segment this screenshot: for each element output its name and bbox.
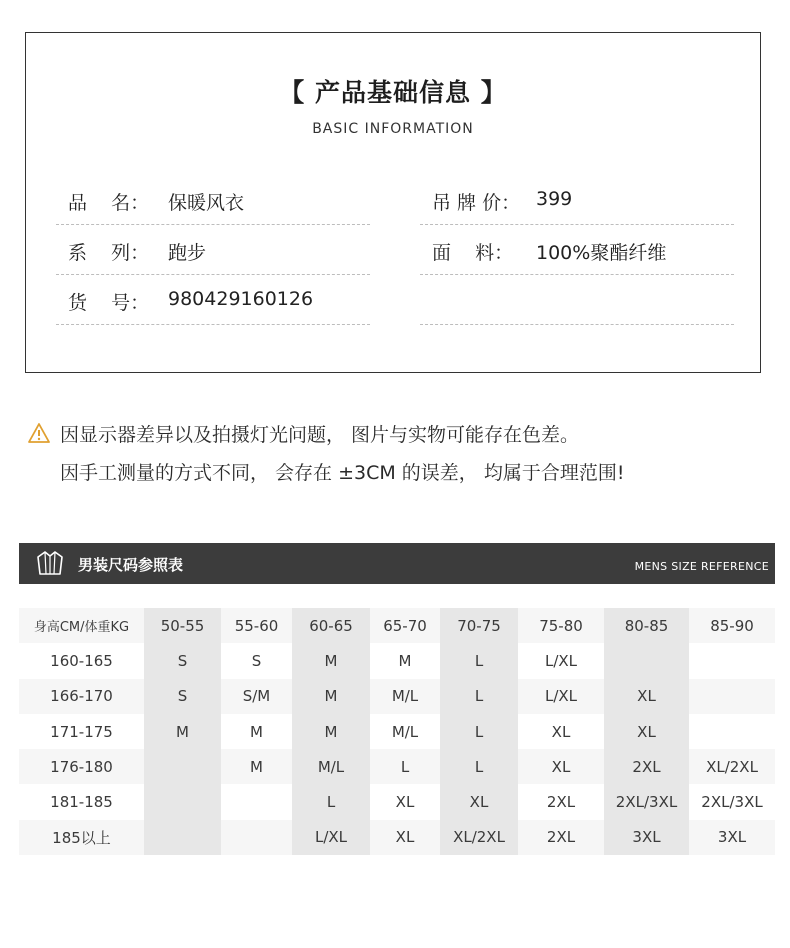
info-row-empty bbox=[420, 276, 734, 325]
weight-header: 55-60 bbox=[221, 608, 292, 643]
info-row-series bbox=[56, 226, 370, 275]
table-row bbox=[19, 749, 775, 784]
jacket-icon bbox=[36, 550, 64, 576]
size-cell: M/L bbox=[370, 679, 440, 714]
height-label: 166-170 bbox=[19, 679, 144, 714]
size-cell: L bbox=[292, 784, 370, 819]
info-title: 【 产品基础信息 】 bbox=[279, 78, 507, 107]
height-label: 181-185 bbox=[19, 784, 144, 819]
size-chart-subtitle: MENS SIZE REFERENCE bbox=[634, 560, 769, 573]
info-subtitle: BASIC INFORMATION bbox=[312, 121, 474, 137]
height-label: 185以上 bbox=[19, 820, 144, 855]
size-cell: L/XL bbox=[518, 643, 604, 678]
size-cell: M bbox=[144, 714, 221, 749]
table-corner-label: 身高CM/体重KG bbox=[19, 608, 144, 643]
size-cell: 2XL/3XL bbox=[689, 784, 775, 819]
info-label: 货 号： bbox=[68, 292, 150, 314]
size-chart-title: 男装尺码参照表 bbox=[78, 556, 184, 574]
size-cell bbox=[144, 749, 221, 784]
size-cell: M/L bbox=[370, 714, 440, 749]
table-header-row bbox=[19, 608, 775, 643]
size-cell: XL bbox=[604, 679, 689, 714]
info-label: 面 料： bbox=[432, 242, 514, 264]
weight-header: 50-55 bbox=[144, 608, 221, 643]
size-cell: XL bbox=[370, 820, 440, 855]
size-cell: 2XL bbox=[604, 749, 689, 784]
info-row-name bbox=[56, 176, 370, 225]
size-cell bbox=[144, 820, 221, 855]
info-value: 保暖风衣 bbox=[168, 192, 245, 214]
size-cell: L bbox=[440, 714, 518, 749]
height-label: 171-175 bbox=[19, 714, 144, 749]
size-cell: XL bbox=[518, 714, 604, 749]
size-cell: L bbox=[370, 749, 440, 784]
weight-header: 60-65 bbox=[292, 608, 370, 643]
size-table bbox=[19, 608, 775, 855]
warning-icon bbox=[28, 423, 50, 443]
weight-header: 65-70 bbox=[370, 608, 440, 643]
size-cell: S bbox=[144, 643, 221, 678]
size-cell bbox=[144, 784, 221, 819]
size-cell: S bbox=[144, 679, 221, 714]
table-row bbox=[19, 643, 775, 678]
info-row-sku bbox=[56, 276, 370, 325]
table-row bbox=[19, 820, 775, 855]
size-cell: M bbox=[292, 643, 370, 678]
size-cell: XL bbox=[370, 784, 440, 819]
size-cell: S bbox=[221, 643, 292, 678]
table-row bbox=[19, 784, 775, 819]
size-cell: XL/2XL bbox=[440, 820, 518, 855]
size-cell: 3XL bbox=[689, 820, 775, 855]
size-cell: 3XL bbox=[604, 820, 689, 855]
size-cell: XL/2XL bbox=[689, 749, 775, 784]
info-row-price bbox=[420, 176, 734, 225]
notice-line-1: 因显示器差异以及拍摄灯光问题， 图片与实物可能存在色差。 bbox=[60, 424, 580, 446]
size-cell: XL bbox=[440, 784, 518, 819]
size-cell: M bbox=[292, 679, 370, 714]
size-cell: 2XL/3XL bbox=[604, 784, 689, 819]
table-row bbox=[19, 679, 775, 714]
info-label: 系 列： bbox=[68, 242, 150, 264]
info-value: 100%聚酯纤维 bbox=[536, 242, 667, 264]
size-cell bbox=[221, 784, 292, 819]
size-cell bbox=[221, 820, 292, 855]
size-cell bbox=[689, 643, 775, 678]
size-cell: L/XL bbox=[292, 820, 370, 855]
weight-header: 75-80 bbox=[518, 608, 604, 643]
size-cell: XL bbox=[604, 714, 689, 749]
size-cell: L bbox=[440, 749, 518, 784]
size-cell: M bbox=[221, 749, 292, 784]
size-cell bbox=[689, 714, 775, 749]
product-info-panel bbox=[25, 32, 761, 373]
size-cell bbox=[604, 643, 689, 678]
size-chart-header bbox=[19, 543, 775, 584]
size-cell: L bbox=[440, 679, 518, 714]
notice-line-2: 因手工测量的方式不同， 会存在 ±3CM 的误差， 均属于合理范围! bbox=[60, 462, 625, 484]
info-value: 980429160126 bbox=[168, 288, 314, 310]
weight-header: 70-75 bbox=[440, 608, 518, 643]
info-value: 跑步 bbox=[168, 242, 207, 264]
table-row bbox=[19, 714, 775, 749]
weight-header: 80-85 bbox=[604, 608, 689, 643]
size-cell: 2XL bbox=[518, 784, 604, 819]
size-cell: M bbox=[221, 714, 292, 749]
info-row-fabric bbox=[420, 226, 734, 275]
size-cell: L/XL bbox=[518, 679, 604, 714]
size-cell: L bbox=[440, 643, 518, 678]
size-cell: M/L bbox=[292, 749, 370, 784]
size-cell: M bbox=[370, 643, 440, 678]
info-value: 399 bbox=[536, 188, 573, 210]
height-label: 176-180 bbox=[19, 749, 144, 784]
weight-header: 85-90 bbox=[689, 608, 775, 643]
info-label: 吊 牌 价： bbox=[432, 192, 521, 214]
size-cell: M bbox=[292, 714, 370, 749]
size-cell bbox=[689, 679, 775, 714]
size-cell: S/M bbox=[221, 679, 292, 714]
size-cell: XL bbox=[518, 749, 604, 784]
info-label: 品 名： bbox=[68, 192, 150, 214]
size-cell: 2XL bbox=[518, 820, 604, 855]
height-label: 160-165 bbox=[19, 643, 144, 678]
